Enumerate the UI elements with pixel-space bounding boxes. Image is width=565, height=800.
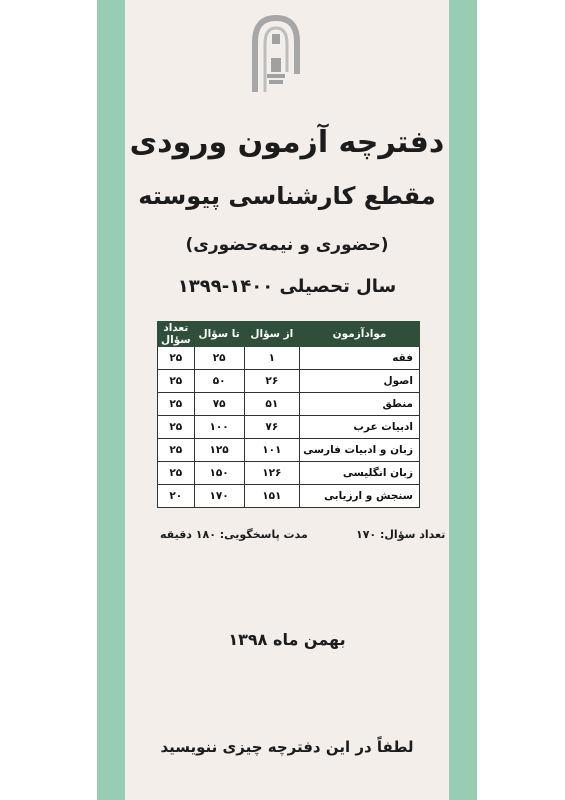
table-row bbox=[158, 462, 420, 485]
subject-cell: ادبیات عرب bbox=[300, 416, 420, 439]
header-subject: موادآزمون bbox=[300, 322, 420, 347]
subject-cell: سنجش و ارزیابی bbox=[300, 485, 420, 508]
from-cell: ۱۲۶ bbox=[244, 462, 300, 485]
to-cell: ۱۵۰ bbox=[194, 462, 244, 485]
header-from-question: از سؤال bbox=[244, 322, 300, 347]
attendance-mode-subtitle: (حضوری و نیمه‌حضوری) bbox=[185, 235, 389, 255]
booklet-title: دفترچه آزمون ورودی bbox=[129, 125, 445, 160]
subject-cell: زبان انگلیسی bbox=[300, 462, 420, 485]
exam-subjects-table bbox=[157, 321, 420, 508]
from-cell: ۲۶ bbox=[244, 370, 300, 393]
degree-level-title: مقطع کارشناسی پیوسته bbox=[138, 182, 436, 210]
from-cell: ۱۰۱ bbox=[244, 439, 300, 462]
to-cell: ۱۲۵ bbox=[194, 439, 244, 462]
do-not-write-notice: لطفاً در این دفترچه چیزی ننویسید bbox=[160, 738, 414, 756]
exam-date: بهمن ماه ۱۳۹۸ bbox=[228, 630, 346, 649]
count-cell: ۲۵ bbox=[158, 347, 195, 370]
academic-year-subtitle: سال تحصیلی ۱۴۰۰-۱۳۹۹ bbox=[177, 276, 397, 297]
table-row bbox=[158, 485, 420, 508]
count-cell: ۲۵ bbox=[158, 439, 195, 462]
right-green-band bbox=[449, 0, 477, 800]
count-cell: ۲۵ bbox=[158, 370, 195, 393]
table-row bbox=[158, 416, 420, 439]
subject-cell: فقه bbox=[300, 347, 420, 370]
table-row bbox=[158, 393, 420, 416]
subject-cell: اصول bbox=[300, 370, 420, 393]
header-question-count: تعداد سؤال bbox=[158, 322, 195, 347]
to-cell: ۵۰ bbox=[194, 370, 244, 393]
count-cell: ۲۵ bbox=[158, 393, 195, 416]
count-cell: ۲۰ bbox=[158, 485, 195, 508]
to-cell: ۱۷۰ bbox=[194, 485, 244, 508]
logo-emblem-icon bbox=[245, 12, 307, 98]
from-cell: ۷۶ bbox=[244, 416, 300, 439]
answer-duration-label: مدت پاسخگویی: ۱۸۰ دقیقه bbox=[160, 528, 308, 541]
to-cell: ۱۰۰ bbox=[194, 416, 244, 439]
from-cell: ۱۵۱ bbox=[244, 485, 300, 508]
to-cell: ۷۵ bbox=[194, 393, 244, 416]
count-cell: ۲۵ bbox=[158, 462, 195, 485]
seminary-logo bbox=[245, 12, 307, 98]
from-cell: ۵۱ bbox=[244, 393, 300, 416]
total-questions-label: تعداد سؤال: ۱۷۰ bbox=[356, 528, 446, 541]
subject-cell: منطق bbox=[300, 393, 420, 416]
table-row bbox=[158, 439, 420, 462]
table-header-row bbox=[158, 322, 420, 347]
to-cell: ۲۵ bbox=[194, 347, 244, 370]
from-cell: ۱ bbox=[244, 347, 300, 370]
count-cell: ۲۵ bbox=[158, 416, 195, 439]
header-to-question: تا سؤال bbox=[194, 322, 244, 347]
left-green-band bbox=[97, 0, 125, 800]
table-row bbox=[158, 347, 420, 370]
table-row bbox=[158, 370, 420, 393]
subject-cell: زبان و ادبیات فارسی bbox=[300, 439, 420, 462]
